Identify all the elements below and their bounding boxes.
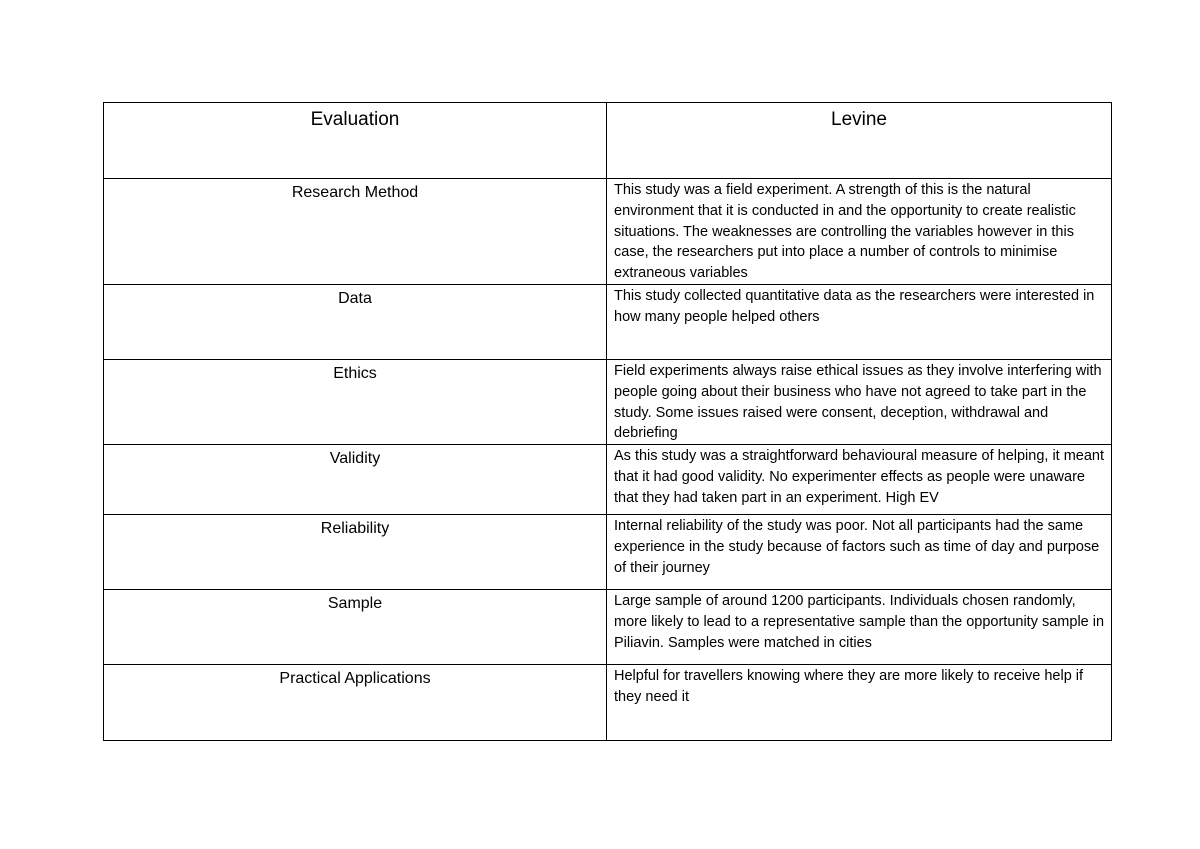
- description-cell: [607, 285, 1112, 360]
- description-validity: As this study was a straightforward behavioural measure of helping, it meant that it had good validity. No experimenter effects as people were unaware that they had taken part in an experiment. High EV: [614, 448, 1105, 506]
- table-row: [104, 445, 1112, 515]
- table-row: [104, 285, 1112, 360]
- criterion-research-method: Research Method: [291, 184, 419, 201]
- description-cell: [607, 179, 1112, 285]
- criterion-cell: [104, 665, 607, 741]
- criterion-validity: Validity: [329, 450, 381, 468]
- description-research-method: This study was a field experiment. A strength of this is the natural environment that it is conducted in and the opportunity to create realistic situations. The weaknesses are controlling the variables however in this case, the researchers put into place a number of controls to minimise extraneous variables: [614, 182, 1076, 282]
- criterion-cell: [104, 179, 607, 285]
- evaluation-table: [103, 102, 1112, 741]
- criterion-data: Data: [338, 290, 372, 307]
- criterion-sample: Sample: [327, 595, 383, 613]
- description-reliability: Internal reliability of the study was poor. Not all participants had the same experience in the study because of factors such as time of day and purpose of their journey: [614, 518, 1100, 576]
- table-row: [104, 590, 1112, 665]
- table-row: [104, 665, 1112, 741]
- description-ethics: Field experiments always raise ethical issues as they involve interfering with people going about their business who have not agreed to take part in the study. Some issues raised were consent, deception, withdrawal and debriefing: [614, 363, 1102, 442]
- table-row: [104, 179, 1112, 285]
- header-cell-levine: [607, 103, 1112, 179]
- description-sample: Large sample of around 1200 participants. Individuals chosen randomly, more likely to lead to a representative sample than the opportunity sample in Piliavin. Samples were matched in cities: [614, 593, 1105, 651]
- table-row: [104, 360, 1112, 445]
- criterion-cell: [104, 360, 607, 445]
- header-cell-evaluation: [104, 103, 607, 179]
- header-evaluation: Evaluation: [310, 109, 400, 130]
- description-cell: [607, 515, 1112, 590]
- description-practical-applications: Helpful for travellers knowing where they are more likely to receive help if they need it: [614, 668, 1084, 705]
- criterion-practical-applications: Practical Applications: [279, 670, 431, 688]
- criterion-ethics: Ethics: [333, 365, 377, 382]
- table-row: [104, 515, 1112, 590]
- criterion-cell: [104, 285, 607, 360]
- criterion-cell: [104, 590, 607, 665]
- table-header-row: [104, 103, 1112, 179]
- description-data: This study collected quantitative data as the researchers were interested in how many people helped others: [614, 288, 1095, 325]
- criterion-cell: [104, 445, 607, 515]
- criterion-cell: [104, 515, 607, 590]
- description-cell: [607, 445, 1112, 515]
- description-cell: [607, 360, 1112, 445]
- description-cell: [607, 590, 1112, 665]
- criterion-reliability: Reliability: [320, 520, 390, 538]
- header-levine: Levine: [831, 109, 887, 130]
- description-cell: [607, 665, 1112, 741]
